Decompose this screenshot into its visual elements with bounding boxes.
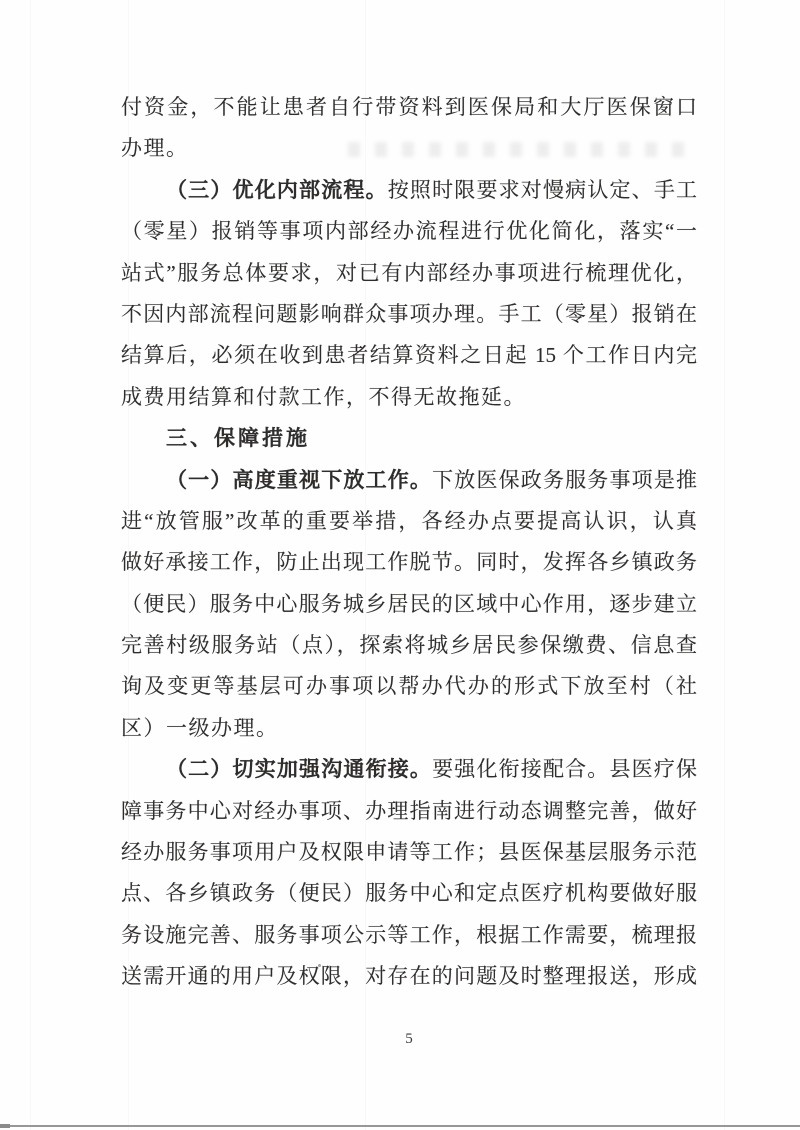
body-text: 不因内部流程问题影响群众事项办理。手工（零星）报销在 xyxy=(121,301,697,326)
text-line xyxy=(121,625,697,666)
paragraph-lead xyxy=(121,749,697,790)
body-text: 完善村级服务站（点），探索将城乡居民参保缴费、信息查 xyxy=(121,633,697,658)
emphasis-text: （三）优化内部流程。 xyxy=(166,177,388,202)
body-text: 办理。 xyxy=(121,136,189,161)
body-text: 成费用结算和付款工作，不得无故拖延。 xyxy=(121,384,526,409)
text-line xyxy=(121,501,697,542)
emphasis-text: （二）切实加强沟通衔接。 xyxy=(166,757,433,782)
text-line xyxy=(121,791,697,832)
text-line xyxy=(121,294,697,335)
text-line xyxy=(121,873,697,914)
body-text: 送需开通的用户及权限，对存在的问题及时整理报送，形成 xyxy=(121,964,697,989)
body-text: 做好承接工作，防止出现工作脱节。同时，发挥各乡镇政务 xyxy=(121,550,697,575)
page-number: 5 xyxy=(405,1031,413,1047)
body-text: 点、各乡镇政务（便民）服务中心和定点医疗机构要做好服 xyxy=(121,881,697,906)
text-line xyxy=(121,542,697,583)
body-text: 下放医保政务服务事项是推 xyxy=(432,467,697,492)
paragraph-lead xyxy=(121,460,697,501)
body-text: 障事务中心对经办事项、办理指南进行动态调整完善，做好 xyxy=(121,798,697,823)
paragraph-lead xyxy=(121,170,697,211)
text-line xyxy=(121,377,697,418)
body-text: 经办服务事项用户及权限申请等工作；县医保基层服务示范 xyxy=(121,840,697,865)
body-text: （零星）报销等事项内部经办流程进行优化简化，落实“一 xyxy=(121,219,697,244)
body-text: 区）一级办理。 xyxy=(121,715,279,740)
text-block xyxy=(121,87,697,998)
body-text: 务设施完善、服务事项公示等工作，根据工作需要，梳理报 xyxy=(121,922,697,947)
body-text: 付资金，不能让患者自行带资料到医保局和大厅医保窗口 xyxy=(121,95,697,119)
emphasis-text: （一）高度重视下放工作。 xyxy=(166,467,433,492)
text-line xyxy=(121,956,697,997)
text-line xyxy=(121,584,697,625)
text-line xyxy=(121,211,697,252)
text-line xyxy=(121,666,697,707)
text-line xyxy=(121,87,697,128)
text-line xyxy=(121,253,697,294)
text-line xyxy=(121,832,697,873)
scan-bottom-edge-corner xyxy=(0,1124,10,1128)
scan-streak-artifact xyxy=(724,0,725,1130)
body-text: 站式”服务总体要求，对已有内部经办事项进行梳理优化， xyxy=(121,260,697,285)
body-text: 按照时限要求对慢病认定、手工 xyxy=(387,177,697,202)
scan-bottom-edge xyxy=(0,1125,800,1127)
scan-streak-artifact xyxy=(30,0,31,1130)
emphasis-text: 三、保障措施 xyxy=(166,427,310,451)
text-line xyxy=(121,335,697,376)
text-line xyxy=(121,915,697,956)
body-text: 结算后，必须在收到患者结算资料之日起 15 个工作日内完 xyxy=(121,343,697,368)
text-line xyxy=(121,128,697,169)
body-text: （便民）服务中心服务城乡居民的区域中心作用，逐步建立 xyxy=(121,591,697,616)
body-text: 进“放管服”改革的重要举措，各经办点要提高认识，认真 xyxy=(121,508,697,533)
body-text: 要强化衔接配合。县医疗保 xyxy=(432,757,697,782)
body-text: 询及变更等基层可办事项以帮办代办的形式下放至村（社 xyxy=(121,674,697,699)
section-heading xyxy=(121,418,697,459)
text-line xyxy=(121,708,697,749)
